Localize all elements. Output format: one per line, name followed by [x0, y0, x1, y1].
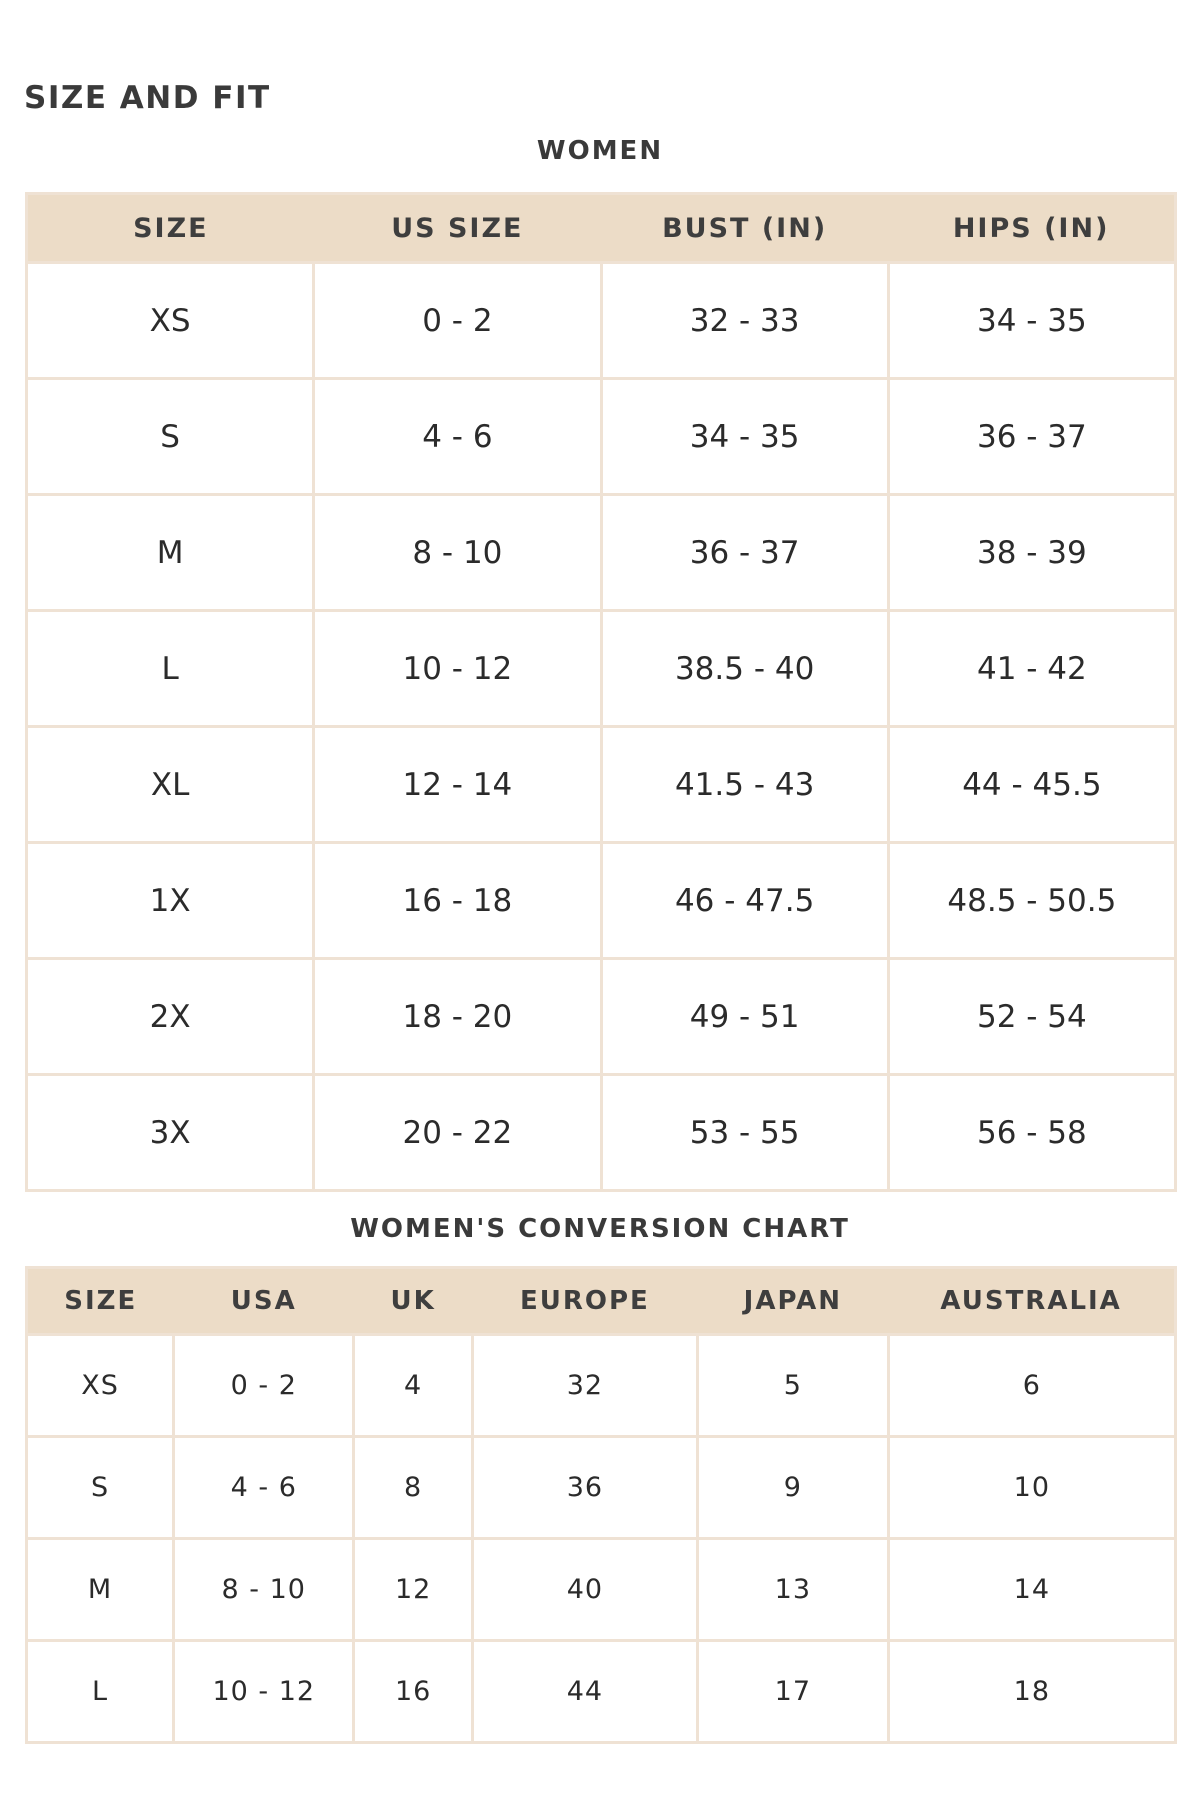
- usa-cell: 8 - 10: [174, 1539, 354, 1641]
- table-header-row: [27, 1268, 1176, 1335]
- column-header-size: SIZE: [27, 194, 314, 263]
- table-header-row: [27, 194, 1176, 263]
- japan-cell: 5: [698, 1335, 889, 1437]
- table-row: [27, 1539, 1176, 1641]
- size-cell: M: [27, 495, 314, 611]
- hips-cell: 52 - 54: [888, 959, 1175, 1075]
- australia-cell: 10: [888, 1437, 1175, 1539]
- size-cell: 1X: [27, 843, 314, 959]
- bust-cell: 41.5 - 43: [601, 727, 888, 843]
- table-row: [27, 959, 1176, 1075]
- size-cell: L: [27, 611, 314, 727]
- column-header-bust: BUST (IN): [601, 194, 888, 263]
- us-size-cell: 16 - 18: [314, 843, 601, 959]
- table-row: [27, 727, 1176, 843]
- uk-cell: 4: [354, 1335, 472, 1437]
- table-row: [27, 495, 1176, 611]
- us-size-cell: 12 - 14: [314, 727, 601, 843]
- column-header-uk: UK: [354, 1268, 472, 1335]
- table-row: [27, 1641, 1176, 1743]
- usa-cell: 10 - 12: [174, 1641, 354, 1743]
- size-cell: 2X: [27, 959, 314, 1075]
- bust-cell: 32 - 33: [601, 263, 888, 379]
- hips-cell: 41 - 42: [888, 611, 1175, 727]
- women-size-table: [25, 192, 1177, 1192]
- japan-cell: 9: [698, 1437, 889, 1539]
- table-row: [27, 1437, 1176, 1539]
- size-cell: M: [27, 1539, 174, 1641]
- column-header-hips: HIPS (IN): [888, 194, 1175, 263]
- column-header-us-size: US SIZE: [314, 194, 601, 263]
- bust-cell: 53 - 55: [601, 1075, 888, 1191]
- hips-cell: 36 - 37: [888, 379, 1175, 495]
- japan-cell: 17: [698, 1641, 889, 1743]
- bust-cell: 46 - 47.5: [601, 843, 888, 959]
- bust-cell: 49 - 51: [601, 959, 888, 1075]
- us-size-cell: 0 - 2: [314, 263, 601, 379]
- size-cell: L: [27, 1641, 174, 1743]
- us-size-cell: 18 - 20: [314, 959, 601, 1075]
- hips-cell: 34 - 35: [888, 263, 1175, 379]
- uk-cell: 12: [354, 1539, 472, 1641]
- us-size-cell: 20 - 22: [314, 1075, 601, 1191]
- size-cell: XS: [27, 1335, 174, 1437]
- europe-cell: 40: [472, 1539, 697, 1641]
- size-cell: 3X: [27, 1075, 314, 1191]
- bust-cell: 34 - 35: [601, 379, 888, 495]
- hips-cell: 44 - 45.5: [888, 727, 1175, 843]
- column-header-usa: USA: [174, 1268, 354, 1335]
- europe-cell: 44: [472, 1641, 697, 1743]
- hips-cell: 48.5 - 50.5: [888, 843, 1175, 959]
- australia-cell: 18: [888, 1641, 1175, 1743]
- hips-cell: 38 - 39: [888, 495, 1175, 611]
- table-row: [27, 1075, 1176, 1191]
- us-size-cell: 10 - 12: [314, 611, 601, 727]
- conversion-section-title: WOMEN'S CONVERSION CHART: [350, 1214, 850, 1244]
- australia-cell: 14: [888, 1539, 1175, 1641]
- us-size-cell: 8 - 10: [314, 495, 601, 611]
- column-header-europe: EUROPE: [472, 1268, 697, 1335]
- size-cell: XL: [27, 727, 314, 843]
- uk-cell: 16: [354, 1641, 472, 1743]
- usa-cell: 0 - 2: [174, 1335, 354, 1437]
- column-header-size: SIZE: [27, 1268, 174, 1335]
- table-row: [27, 263, 1176, 379]
- hips-cell: 56 - 58: [888, 1075, 1175, 1191]
- europe-cell: 36: [472, 1437, 697, 1539]
- us-size-cell: 4 - 6: [314, 379, 601, 495]
- bust-cell: 38.5 - 40: [601, 611, 888, 727]
- japan-cell: 13: [698, 1539, 889, 1641]
- table-row: [27, 1335, 1176, 1437]
- column-header-japan: JAPAN: [698, 1268, 889, 1335]
- women-section-title: WOMEN: [536, 136, 664, 166]
- uk-cell: 8: [354, 1437, 472, 1539]
- page-title: SIZE AND FIT: [24, 80, 271, 116]
- conversion-table: [25, 1266, 1177, 1744]
- size-cell: S: [27, 1437, 174, 1539]
- bust-cell: 36 - 37: [601, 495, 888, 611]
- europe-cell: 32: [472, 1335, 697, 1437]
- table-row: [27, 379, 1176, 495]
- column-header-australia: AUSTRALIA: [888, 1268, 1175, 1335]
- table-row: [27, 611, 1176, 727]
- australia-cell: 6: [888, 1335, 1175, 1437]
- table-row: [27, 843, 1176, 959]
- size-cell: S: [27, 379, 314, 495]
- size-cell: XS: [27, 263, 314, 379]
- usa-cell: 4 - 6: [174, 1437, 354, 1539]
